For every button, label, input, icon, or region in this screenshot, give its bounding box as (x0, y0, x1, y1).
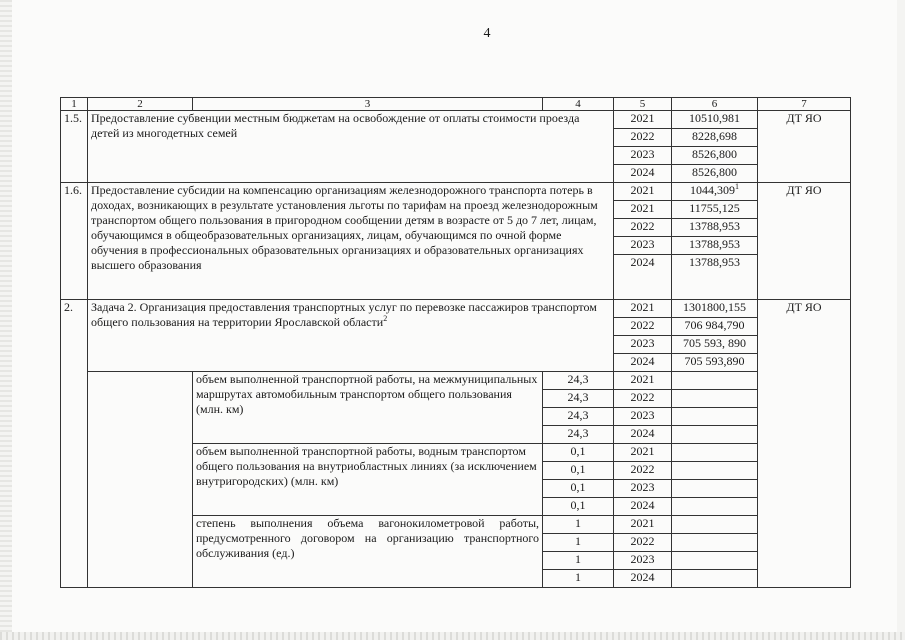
scan-left-edge (0, 0, 12, 640)
amount-cell (672, 426, 758, 444)
executor-cell: ДТ ЯО (758, 183, 851, 300)
table-row (61, 300, 851, 318)
table-row (61, 183, 851, 201)
amount-cell: 11755,125 (672, 201, 758, 219)
amount-cell: 705 593,890 (672, 354, 758, 372)
amount-cell: 13788,953 (672, 237, 758, 255)
header-cell: 6 (672, 98, 758, 111)
amount-cell: 1301800,155 (672, 300, 758, 318)
header-cell: 7 (758, 98, 851, 111)
year-cell: 2022 (614, 219, 672, 237)
table-row (61, 111, 851, 129)
header-cell: 5 (614, 98, 672, 111)
year-cell: 2023 (614, 336, 672, 354)
amount-cell (672, 480, 758, 498)
footnote-mark: 1 (735, 182, 739, 191)
header-cell: 4 (543, 98, 614, 111)
indicator-value: 24,3 (543, 408, 614, 426)
indicator-value: 1 (543, 552, 614, 570)
indicator-value: 1 (543, 534, 614, 552)
footnote-mark: 2 (383, 314, 388, 323)
amount-cell: 8228,698 (672, 129, 758, 147)
year-cell: 2024 (614, 570, 672, 588)
year-cell: 2021 (614, 300, 672, 318)
amount-cell (672, 390, 758, 408)
year-cell: 2023 (614, 147, 672, 165)
executor-cell: ДТ ЯО (758, 111, 851, 183)
amount-cell (672, 570, 758, 588)
year-cell: 2021 (614, 111, 672, 129)
year-cell: 2024 (614, 498, 672, 516)
year-cell: 2024 (614, 354, 672, 372)
indicator-value: 0,1 (543, 498, 614, 516)
year-cell: 2021 (614, 183, 672, 201)
header-cell: 3 (193, 98, 543, 111)
amount-cell (672, 516, 758, 534)
item-number: 1.6. (61, 183, 88, 300)
year-cell: 2021 (614, 201, 672, 219)
amount-cell (672, 408, 758, 426)
amount-cell (672, 498, 758, 516)
indicator-description: объем выполненной транспортной работы, на межмуниципальных маршрутах автомобильным транспортом общего пользования (млн. км) (193, 372, 543, 444)
task-text: Задача 2. Организация предоставления транспортных услуг по перевозке пассажиров транспортом общего пользования на территории Ярославской области (91, 300, 597, 329)
amount-cell: 8526,800 (672, 165, 758, 183)
year-cell: 2022 (614, 462, 672, 480)
amount-cell: 705 593, 890 (672, 336, 758, 354)
page-number: 4 (483, 26, 491, 41)
amount-cell (672, 552, 758, 570)
item-description: Предоставление субвенции местным бюджетам на освобождение от оплаты стоимости проезда детей из многодетных семей (88, 111, 614, 183)
amount-cell (672, 444, 758, 462)
year-cell: 2023 (614, 408, 672, 426)
header-cell: 1 (61, 98, 88, 111)
year-cell: 2023 (614, 552, 672, 570)
amount-cell (672, 372, 758, 390)
year-cell: 2022 (614, 318, 672, 336)
amount-value: 1044,309 (690, 183, 735, 197)
executor-cell: ДТ ЯО (758, 300, 851, 588)
amount-cell: 10510,981 (672, 111, 758, 129)
amount-cell: 8526,800 (672, 147, 758, 165)
program-table-wrapper (60, 97, 850, 588)
indicator-value: 0,1 (543, 444, 614, 462)
indicator-value: 24,3 (543, 390, 614, 408)
indicator-value: 0,1 (543, 480, 614, 498)
item-number: 1.5. (61, 111, 88, 183)
indicator-value: 24,3 (543, 372, 614, 390)
year-cell: 2023 (614, 237, 672, 255)
item-description: Предоставление субсидии на компенсацию организациям железнодорожного транспорта потерь в доходах, возникающих в результате установления льготы по тарифам на проезд железнодорожным транспортом общего пользования в пригородном сообщении детям в возрасте от 5 до 7 лет, лицам, обучающимся в общеобразовательных организациях, лицам, обучающимся по очной форме обучения в профессиональных образовательных организациях и образовательных организациях высшего образования (88, 183, 614, 300)
indicator-value: 0,1 (543, 462, 614, 480)
year-cell: 2024 (614, 255, 672, 300)
year-cell: 2023 (614, 480, 672, 498)
amount-cell: 706 984,790 (672, 318, 758, 336)
year-cell: 2021 (614, 444, 672, 462)
year-cell: 2022 (614, 390, 672, 408)
amount-cell: 13788,953 (672, 255, 758, 300)
indicator-description: объем выполненной транспортной работы, водным транспортом общего пользования на внутриобластных линиях (за исключением внутригородских) (млн. км) (193, 444, 543, 516)
year-cell: 2021 (614, 372, 672, 390)
year-cell: 2022 (614, 534, 672, 552)
amount-cell (672, 183, 758, 201)
indicator-value: 1 (543, 516, 614, 534)
item-number: 2. (61, 300, 88, 588)
amount-cell (672, 462, 758, 480)
table-row (61, 372, 851, 390)
indicator-value: 24,3 (543, 426, 614, 444)
item-description (88, 300, 614, 372)
program-table (60, 97, 851, 588)
amount-cell: 13788,953 (672, 219, 758, 237)
year-cell: 2024 (614, 165, 672, 183)
year-cell: 2022 (614, 129, 672, 147)
table-header-row (61, 98, 851, 111)
year-cell: 2024 (614, 426, 672, 444)
amount-cell (672, 534, 758, 552)
indicator-value: 1 (543, 570, 614, 588)
empty-cell (88, 372, 193, 588)
header-cell: 2 (88, 98, 193, 111)
scan-bottom-edge (0, 632, 905, 640)
year-cell: 2021 (614, 516, 672, 534)
indicator-description: степень выполнения объема вагонокилометровой работы, предусмотренного договором на организацию транспортного обслуживания (ед.) (193, 516, 543, 588)
